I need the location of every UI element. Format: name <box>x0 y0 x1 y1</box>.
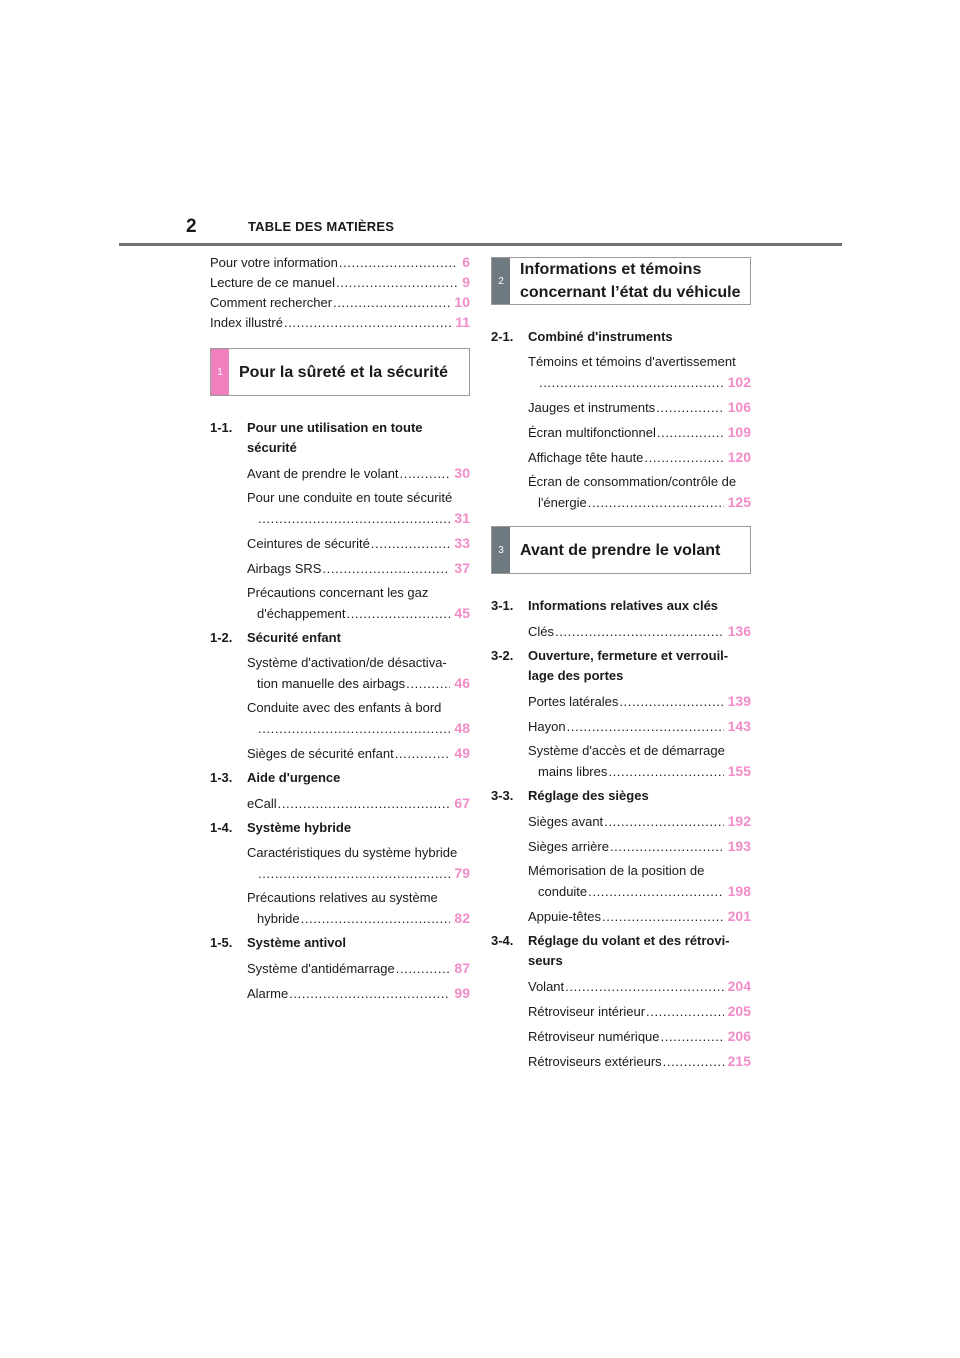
chapter-tab: 2 <box>492 258 510 304</box>
entry-label-line: Mémorisation de la position de <box>528 863 705 878</box>
toc-entry[interactable] <box>257 673 470 693</box>
entry-label-line: Précautions relatives au système <box>247 890 438 905</box>
section-heading <box>210 768 470 788</box>
page-number: 2 <box>186 216 197 237</box>
section-heading <box>491 931 751 971</box>
toc-entry[interactable] <box>257 508 470 528</box>
section-title-line: Système hybride <box>247 820 352 835</box>
entry-label: Affichage tête haute <box>528 450 644 465</box>
entry-label: Clés <box>528 624 555 639</box>
toc-entry[interactable] <box>528 621 751 641</box>
section-title <box>528 931 751 971</box>
toc-entry[interactable] <box>257 603 470 623</box>
entry-label: Rétroviseur numérique <box>528 1029 660 1044</box>
toc-entry[interactable] <box>247 958 470 978</box>
section-heading <box>491 786 751 806</box>
section-heading <box>491 327 751 347</box>
section-title <box>247 933 470 953</box>
page-link[interactable]: 82 <box>454 910 470 926</box>
entry-label: Jauges et instruments <box>528 400 656 415</box>
page-title: TABLE DES MATIÈRES <box>248 219 395 234</box>
chapter-3-heading[interactable] <box>491 526 751 574</box>
dot-leader <box>588 882 723 902</box>
section-title-line: Ouverture, fermeture et verrouil- <box>528 648 729 663</box>
section-title <box>528 596 751 616</box>
toc-entry[interactable] <box>247 463 470 483</box>
entry-label: Volant <box>528 979 565 994</box>
entry-label-line: Témoins et témoins d'avertissement <box>528 354 736 369</box>
chapter-title-line: Informations et témoins <box>520 261 702 278</box>
dot-leader <box>567 717 724 737</box>
dot-leader <box>396 959 451 979</box>
toc-entry[interactable] <box>528 447 751 467</box>
section-heading <box>210 418 470 458</box>
chapter-2-sections <box>491 327 751 512</box>
left-column <box>210 252 470 1003</box>
page-link[interactable]: 6 <box>462 254 470 270</box>
page-link[interactable]: 102 <box>727 374 751 390</box>
toc-entry[interactable] <box>528 836 751 856</box>
intro-list <box>210 252 470 332</box>
entry-label: conduite <box>538 884 588 899</box>
toc-entry[interactable] <box>247 743 470 763</box>
dot-leader <box>301 909 451 929</box>
toc-entry[interactable] <box>538 492 751 512</box>
dot-leader <box>644 448 723 468</box>
section-number: 1-1. <box>210 420 233 435</box>
entry-label: Écran multifonctionnel <box>528 425 656 440</box>
chapter-tab: 3 <box>492 527 510 573</box>
page-link[interactable]: 45 <box>454 605 470 621</box>
toc-item <box>528 716 751 736</box>
page-link[interactable]: 67 <box>454 795 470 811</box>
dot-leader <box>604 812 723 832</box>
toc-entry[interactable] <box>528 1026 751 1046</box>
section-title <box>528 646 751 686</box>
dot-leader <box>371 534 451 554</box>
dot-leader <box>258 719 450 739</box>
page-link[interactable]: 120 <box>727 449 751 465</box>
toc-entry[interactable] <box>247 533 470 553</box>
section-title-line: seurs <box>528 953 563 968</box>
toc-item <box>247 743 470 763</box>
toc-item <box>528 447 751 467</box>
dot-leader <box>284 313 451 333</box>
dot-leader <box>619 692 723 712</box>
toc-entry[interactable] <box>247 793 470 813</box>
entry-label: Rétroviseur intérieur <box>528 1004 646 1019</box>
toc-item <box>247 533 470 553</box>
entry-label: tion manuelle des airbags <box>257 676 406 691</box>
section-title-line: Combiné d'instruments <box>528 329 673 344</box>
page-link[interactable]: 193 <box>727 838 751 854</box>
entry-label-line: Écran de consommation/contrôle de <box>528 474 737 489</box>
right-column <box>491 257 751 1071</box>
toc-item <box>528 1051 751 1071</box>
dot-leader <box>610 837 724 857</box>
section-heading <box>210 628 470 648</box>
page-link[interactable]: 198 <box>727 883 751 899</box>
toc-item <box>247 653 470 693</box>
toc-item <box>247 698 470 738</box>
toc-entry[interactable] <box>528 422 751 442</box>
header-divider <box>119 243 842 246</box>
toc-item <box>528 352 751 392</box>
entry-label-line: Précautions concernant les gaz <box>247 585 429 600</box>
section-number: 1-3. <box>210 770 233 785</box>
section-title-line: Réglage du volant et des rétrovi- <box>528 933 730 948</box>
dot-leader <box>657 423 724 443</box>
entry-label: Sièges de sécurité enfant <box>247 746 394 761</box>
dot-leader <box>333 293 450 313</box>
page-link[interactable]: 49 <box>454 745 470 761</box>
section-title <box>247 628 470 648</box>
page-link[interactable]: 155 <box>727 763 751 779</box>
dot-leader <box>602 907 724 927</box>
section-title-line: Pour une utilisation en toute <box>247 420 423 435</box>
section-title-line: lage des portes <box>528 668 624 683</box>
dot-leader <box>555 622 724 642</box>
section-number: 1-4. <box>210 820 233 835</box>
entry-label: Appuie-têtes <box>528 909 601 924</box>
page-link[interactable]: 30 <box>454 465 470 481</box>
toc-item <box>528 1001 751 1021</box>
section-number: 1-2. <box>210 630 233 645</box>
chapter-tab: 1 <box>211 349 229 395</box>
section-title-line: Sécurité enfant <box>247 630 341 645</box>
entry-label: Lecture de ce manuel <box>210 275 336 290</box>
page-link[interactable]: 109 <box>727 424 751 440</box>
toc-item <box>528 976 751 996</box>
toc-item <box>247 983 470 1003</box>
toc-entry[interactable] <box>257 718 470 738</box>
entry-label: Sièges avant <box>528 814 604 829</box>
toc-item <box>528 397 751 417</box>
section-number: 3-1. <box>491 598 514 613</box>
toc-entry[interactable] <box>210 312 470 332</box>
toc-item <box>528 621 751 641</box>
toc-item <box>528 861 751 901</box>
section-title <box>247 818 470 838</box>
section-title-line: sécurité <box>247 440 297 455</box>
page-link[interactable]: 31 <box>454 510 470 526</box>
page-link[interactable]: 136 <box>727 623 751 639</box>
toc-entry[interactable] <box>538 881 751 901</box>
toc-entry[interactable] <box>247 558 470 578</box>
dot-leader <box>347 604 451 624</box>
page-link[interactable]: 87 <box>454 960 470 976</box>
page-link[interactable]: 37 <box>454 560 470 576</box>
toc-entry[interactable] <box>528 811 751 831</box>
page-link[interactable]: 204 <box>727 978 751 994</box>
page-link[interactable]: 99 <box>454 985 470 1001</box>
toc-item <box>247 583 470 623</box>
page-link[interactable]: 79 <box>454 865 470 881</box>
toc-entry[interactable] <box>247 983 470 1003</box>
toc-item <box>528 741 751 781</box>
page-link[interactable]: 106 <box>727 399 751 415</box>
section-title-line: Informations relatives aux clés <box>528 598 719 613</box>
page-link[interactable]: 125 <box>727 494 751 510</box>
page-link[interactable]: 192 <box>727 813 751 829</box>
page-link[interactable]: 46 <box>454 675 470 691</box>
toc-entry[interactable] <box>528 716 751 736</box>
entry-label: hybride <box>257 911 300 926</box>
page-link[interactable]: 215 <box>727 1053 751 1069</box>
dot-leader <box>339 253 458 273</box>
dot-leader <box>322 559 450 579</box>
section-heading <box>491 596 751 616</box>
page-link[interactable]: 11 <box>455 314 470 330</box>
dot-leader <box>608 762 723 782</box>
section-heading <box>210 933 470 953</box>
entry-label: d'échappement <box>257 606 346 621</box>
page-link[interactable]: 206 <box>727 1028 751 1044</box>
page-link[interactable]: 9 <box>462 274 470 290</box>
toc-entry[interactable] <box>528 691 751 711</box>
toc-item <box>247 888 470 928</box>
toc-entry[interactable] <box>257 863 470 883</box>
toc-item <box>528 422 751 442</box>
section-heading <box>491 646 751 686</box>
entry-label: Comment rechercher <box>210 295 333 310</box>
entry-label-line: Système d'activation/de désactiva- <box>247 655 447 670</box>
section-heading <box>210 818 470 838</box>
chapter-title <box>510 258 749 304</box>
toc-entry[interactable] <box>528 906 751 926</box>
toc-item <box>247 463 470 483</box>
dot-leader <box>258 864 450 884</box>
chapter-title: Avant de prendre le volant <box>520 541 721 559</box>
entry-label-line: Conduite avec des enfants à bord <box>247 700 442 715</box>
toc-item <box>528 836 751 856</box>
toc-entry[interactable] <box>257 908 470 928</box>
page-link[interactable]: 139 <box>727 693 751 709</box>
entry-label: Hayon <box>528 719 566 734</box>
chapter-1-heading[interactable] <box>210 348 470 396</box>
section-title-line: Système antivol <box>247 935 346 950</box>
section-title <box>528 786 751 806</box>
section-number: 3-4. <box>491 933 514 948</box>
dot-leader <box>289 984 450 1004</box>
page-link[interactable]: 143 <box>727 718 751 734</box>
toc-entry[interactable] <box>210 272 470 292</box>
dot-leader <box>258 509 450 529</box>
chapter-2-heading[interactable] <box>491 257 751 305</box>
entry-label-line: Système d'accès et de démarrage <box>528 743 725 758</box>
toc-entry[interactable] <box>528 1051 751 1071</box>
dot-leader <box>395 744 451 764</box>
toc-entry[interactable] <box>210 292 470 312</box>
dot-leader <box>656 398 723 418</box>
toc-item <box>528 811 751 831</box>
section-title <box>247 768 470 788</box>
entry-label: Airbags SRS <box>247 561 322 576</box>
section-title-line: Aide d'urgence <box>247 770 341 785</box>
dot-leader <box>336 273 458 293</box>
entry-label: Portes latérales <box>528 694 619 709</box>
dot-leader <box>565 977 723 997</box>
entry-label: Système d'antidémarrage <box>247 961 395 976</box>
toc-item <box>528 691 751 711</box>
toc-entry[interactable] <box>528 1001 751 1021</box>
entry-label: Alarme <box>247 986 289 1001</box>
toc-item <box>247 558 470 578</box>
toc-entry[interactable] <box>528 397 751 417</box>
dot-leader <box>400 464 451 484</box>
dot-leader <box>663 1052 724 1072</box>
toc-item <box>247 793 470 813</box>
toc-entry[interactable] <box>538 761 751 781</box>
toc-entry[interactable] <box>528 976 751 996</box>
entry-label: Pour votre information <box>210 255 338 270</box>
chapter-title: Pour la sûreté et la sécurité <box>239 363 448 381</box>
page-link[interactable]: 205 <box>727 1003 751 1019</box>
dot-leader <box>646 1002 724 1022</box>
toc-entry[interactable] <box>538 372 751 392</box>
entry-label: Ceintures de sécurité <box>247 536 370 551</box>
page-link[interactable]: 201 <box>727 908 751 924</box>
toc-entry[interactable] <box>210 252 470 272</box>
entry-label: eCall <box>247 796 277 811</box>
page-link[interactable]: 10 <box>454 294 470 310</box>
entry-label-line: Caractéristiques du système hybride <box>247 845 458 860</box>
chapter-1-sections <box>210 418 470 1003</box>
section-title <box>528 327 751 347</box>
section-number: 2-1. <box>491 329 514 344</box>
page-link[interactable]: 33 <box>454 535 470 551</box>
dot-leader <box>406 674 450 694</box>
dot-leader <box>661 1027 724 1047</box>
dot-leader <box>588 493 724 513</box>
entry-label: mains libres <box>538 764 608 779</box>
page-link[interactable]: 48 <box>454 720 470 736</box>
chapter-title-line: concernant l’état du véhicule <box>520 284 741 301</box>
toc-item <box>528 1026 751 1046</box>
entry-label: Index illustré <box>210 315 283 330</box>
dot-leader <box>278 794 451 814</box>
toc-item <box>528 906 751 926</box>
section-title <box>247 418 470 458</box>
entry-label: l'énergie <box>538 495 587 510</box>
chapter-3-sections <box>491 596 751 1071</box>
dot-leader <box>539 373 724 393</box>
toc-item <box>247 488 470 528</box>
section-title-line: Réglage des sièges <box>528 788 649 803</box>
entry-label-line: Pour une conduite en toute sécurité <box>247 490 453 505</box>
entry-label: Rétroviseurs extérieurs <box>528 1054 662 1069</box>
toc-item <box>247 958 470 978</box>
entry-label: Avant de prendre le volant <box>247 466 399 481</box>
section-number: 3-3. <box>491 788 514 803</box>
toc-item <box>528 472 751 512</box>
section-number: 1-5. <box>210 935 233 950</box>
toc-item <box>247 843 470 883</box>
section-number: 3-2. <box>491 648 514 663</box>
entry-label: Sièges arrière <box>528 839 609 854</box>
